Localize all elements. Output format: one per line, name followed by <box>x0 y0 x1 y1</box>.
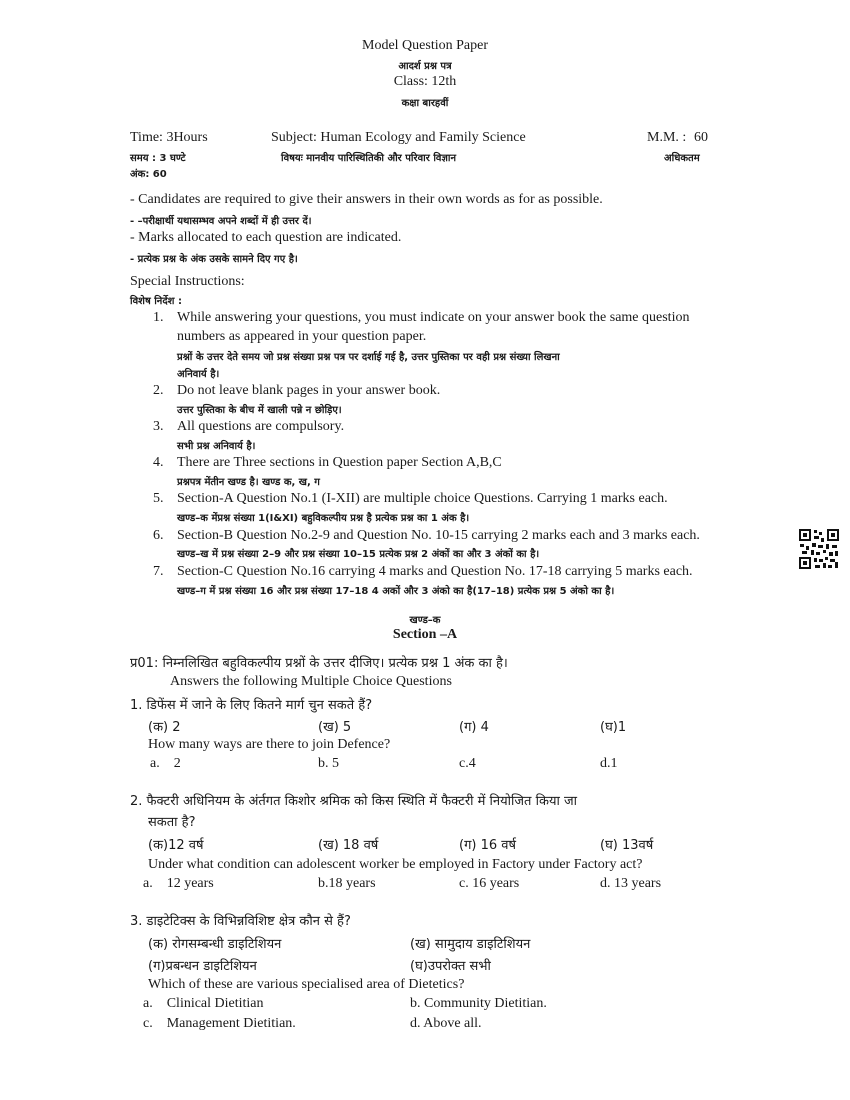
section-title-hindi: खण्ड–क <box>409 615 441 626</box>
option-hindi: (घ)1 <box>600 720 627 735</box>
subject-label-hindi: विषयः मानवीय पारिस्थितिकी और परिवार विज्ञान <box>281 153 457 164</box>
instruction-text: Section-B Question No.2-9 and Question No. 10-15 carrying 2 marks each and 3 marks each. <box>177 528 700 543</box>
general-instruction-hindi: - –परीक्षार्थी यथासम्भव अपने शब्दों में ही उत्तर दें। <box>130 216 312 227</box>
instruction-number: 7. <box>153 564 164 579</box>
general-instruction: - Candidates are required to give their answers in their own words as for as possible. <box>130 192 603 207</box>
max-marks-label-hindi: अधिकतम <box>664 153 700 164</box>
question-hindi: 2. फैक्टरी अधिनियम के अंर्तगत किशोर श्रमिक को किस स्थिति में फैक्टरी में नियोजित किया जा <box>130 794 577 809</box>
instruction-number: 5. <box>153 491 164 506</box>
instruction-number: 3. <box>153 419 164 434</box>
question-instruction: Answers the following Multiple Choice Questions <box>170 674 452 689</box>
instruction-number: 4. <box>153 455 164 470</box>
general-instruction: - Marks allocated to each question are indicated. <box>130 230 402 245</box>
class-label-hindi: कक्षा बारहवीं <box>401 98 449 109</box>
instruction-text-hindi: प्रश्नपत्र मेंतीन खण्ड है। खण्ड क, ख, ग <box>177 477 320 488</box>
instruction-text-hindi: अनिवार्य है। <box>177 369 220 380</box>
paper-title: Model Question Paper <box>362 38 488 53</box>
option-hindi: (ख) 18 वर्ष <box>318 838 379 853</box>
option-text: d.1 <box>600 756 618 771</box>
subject-label: Subject: Human Ecology and Family Science <box>271 130 526 145</box>
max-marks-value: 60 <box>694 130 708 145</box>
instruction-text-hindi: खण्ड–क मेंप्रश्न संख्या 1(I&XI) बहुविकल्पीय प्रश्न है प्रत्येक प्रश्न का 1 अंक है। <box>177 513 470 524</box>
question-text: Under what condition can adolescent worker be employed in Factory under Factory act? <box>148 857 643 872</box>
option-hindi: (क) 2 <box>148 720 181 735</box>
instruction-text: While answering your questions, you must indicate on your answer book the same question <box>177 310 690 325</box>
option-text: b. Community Dietitian. <box>410 996 547 1011</box>
question-hindi: 3. डाइटेटिक्स के विभिन्नविशिष्ट क्षेत्र कौन से हैं? <box>130 914 351 929</box>
instruction-text: Do not leave blank pages in your answer book. <box>177 383 441 398</box>
question-hindi: सकता है? <box>148 815 196 830</box>
option-text: c. 16 years <box>459 876 520 891</box>
option-hindi: (घ)उपरोक्त सभी <box>410 959 491 974</box>
option-hindi: (ग) 16 वर्ष <box>459 838 517 853</box>
option-text: b.18 years <box>318 876 376 891</box>
option-text: d. Above all. <box>410 1016 482 1031</box>
instruction-text: There are Three sections in Question paper Section A,B,C <box>177 455 502 470</box>
option-hindi: (ख) सामुदाय डाइटिशियन <box>410 937 531 952</box>
general-instruction-hindi: - प्रत्येक प्रश्न के अंक उसके सामने दिए गए है। <box>130 254 298 265</box>
instruction-text-hindi: खण्ड–ग में प्रश्न संख्या 16 और प्रश्न संख्या 17–18 4 अकों और 3 अंको का है(17–18) प्रत्येक प्रश्न 5 अंको का है। <box>177 586 615 597</box>
time-label: Time: 3Hours <box>130 130 208 145</box>
question-text: How many ways are there to join Defence? <box>148 737 391 752</box>
option-text: c. Management Dietitian. <box>143 1016 296 1031</box>
instruction-text-hindi: खण्ड–ख में प्रश्न संख्या 2–9 और प्रश्न संख्या 10–15 प्रत्येक प्रश्न 2 अंकों का और 3 अंकों का है। <box>177 549 540 560</box>
question-hindi: 1. डिफेंस में जाने के लिए कितने मार्ग चुन सकते हैं? <box>130 698 373 713</box>
question-text: Which of these are various specialised area of Dietetics? <box>148 977 465 992</box>
instruction-number: 6. <box>153 528 164 543</box>
option-hindi: (ग)प्रबन्धन डाइटिशियन <box>148 959 257 974</box>
option-text: c.4 <box>459 756 476 771</box>
special-instructions-heading-hindi: विशेष निर्देश : <box>130 296 182 307</box>
option-hindi: (क) रोगसम्बन्धी डाइटिशियन <box>148 937 282 952</box>
marks-label-hindi: अंक: 60 <box>130 169 167 180</box>
option-hindi: (ग) 4 <box>459 720 489 735</box>
instruction-text: Section-C Question No.16 carrying 4 marks and Question No. 17-18 carrying 5 marks each. <box>177 564 693 579</box>
option-text: b. 5 <box>318 756 339 771</box>
time-label-hindi: समय : 3 घण्टे <box>130 153 186 164</box>
question-instruction-hindi: प्र01: निम्नलिखित बहुविकल्पीय प्रश्नों के उत्तर दीजिए। प्रत्येक प्रश्न 1 अंक का है। <box>130 656 508 671</box>
instruction-text-hindi: प्रश्नों के उत्तर देते समय जो प्रश्न संख्या प्रश्न पत्र पर दर्शाई गई है, उत्तर पुस्तिका पर वही प्रश्न संख्या लिखना <box>177 352 560 363</box>
section-title: Section –A <box>392 627 458 642</box>
instruction-text: Section-A Question No.1 (I-XII) are multiple choice Questions. Carrying 1 marks each. <box>177 491 668 506</box>
special-instructions-heading: Special Instructions: <box>130 274 245 289</box>
instruction-number: 2. <box>153 383 164 398</box>
option-hindi: (क)12 वर्ष <box>148 838 204 853</box>
option-text: a. Clinical Dietitian <box>143 996 264 1011</box>
qr-code-icon <box>798 528 840 570</box>
option-hindi: (घ) 13वर्ष <box>600 838 654 853</box>
option-text: a. 2 <box>150 756 181 771</box>
option-text: d. 13 years <box>600 876 662 891</box>
instruction-text-hindi: सभी प्रश्न अनिवार्य है। <box>177 441 256 452</box>
option-text: a. 12 years <box>143 876 214 891</box>
option-hindi: (ख) 5 <box>318 720 352 735</box>
instruction-text: All questions are compulsory. <box>177 419 345 434</box>
paper-title-hindi: आदर्श प्रश्न पत्र <box>398 61 452 72</box>
class-label: Class: 12th <box>393 74 457 89</box>
instruction-text: numbers as appeared in your question paper. <box>177 329 427 344</box>
instruction-text-hindi: उत्तर पुस्तिका के बीच में खाली पन्ने न छोड़िए। <box>177 405 342 416</box>
instruction-number: 1. <box>153 310 164 325</box>
max-marks-label: M.M. : <box>647 130 687 145</box>
